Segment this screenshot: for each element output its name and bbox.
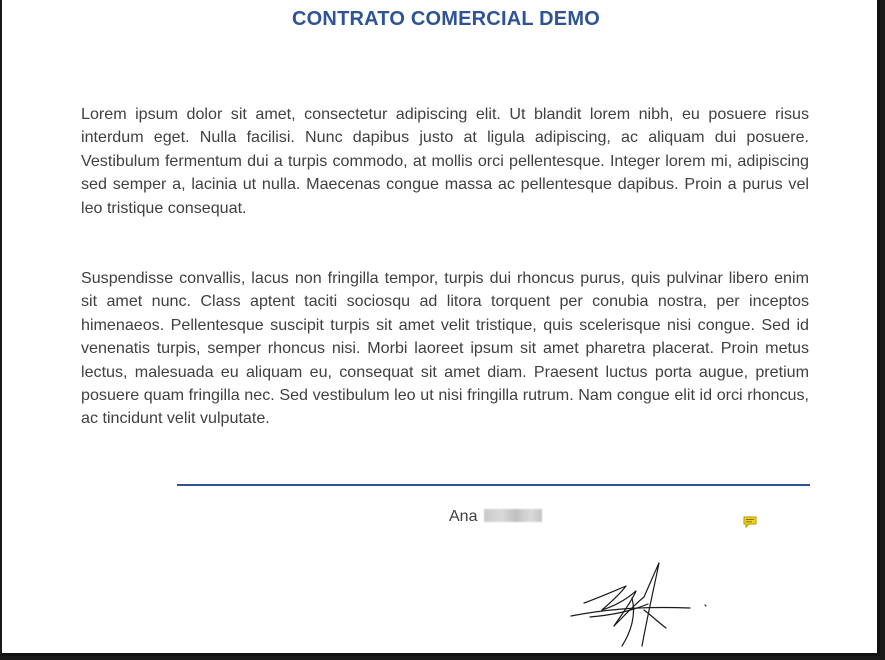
document-title: CONTRATO COMERCIAL DEMO bbox=[292, 8, 600, 30]
paragraph-2: Suspendisse convallis, lacus non fringilla tempor, turpis dui rhoncus purus, quis pulvinar libero enim sit amet nunc. Class aptent taciti sociosqu ad litora torquent per conubia nostra, per inceptos himenaeos. Pellentesque suscipit turpis sit amet velit tristique, quis scelerisque nisi congue. Sed id venenatis turpis, semper rhoncus nisi. Morbi laoreet ipsum sit amet pharetra placerat. Proin metus lectus, malesuada eu aliquam eu, consequat sit amet diam. Praesent luctus porta augue, pretium posuere quam fringilla nec. Sed vestibulum leo ut nisi fringilla rutrum. Nam congue elit id orci rhoncus, ac tincidunt velit vulputate. bbox=[81, 269, 809, 428]
signature-line bbox=[177, 484, 810, 486]
handwritten-signature-icon bbox=[562, 558, 722, 653]
comment-icon[interactable] bbox=[743, 516, 757, 528]
signer-first-name: Ana bbox=[449, 508, 478, 525]
document-page bbox=[2, 0, 880, 656]
paragraph-1: Lorem ipsum dolor sit amet, consectetur adipiscing elit. Ut blandit lorem nibh, eu posuere risus interdum eget. Nulla facilisi. Nunc dapibus justo at ligula adipiscing, ac aliquam dui posuere. Vestibulum fermentum dui a turpis commodo, at mollis orci pellentesque. Integer lorem mi, adipiscing sed semper a, lacinia ut nulla. Maecenas congue massa ac pellentesque dapibus. Proin a purus vel leo tristique consequat. bbox=[81, 105, 809, 217]
redacted-surname bbox=[484, 509, 542, 522]
signer-name bbox=[449, 508, 542, 526]
